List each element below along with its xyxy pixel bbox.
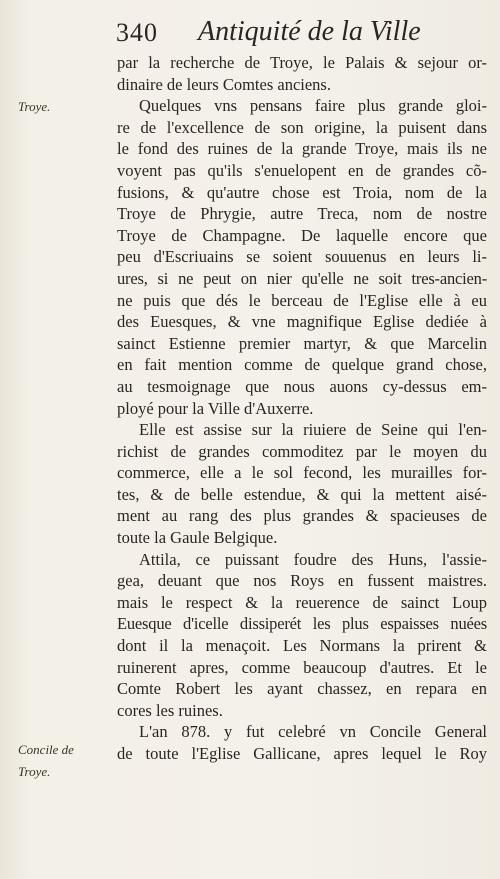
text-line: Elle est assise sur la riuiere de Seine qui l'en-: [139, 420, 487, 440]
text-line: des Euesques, & vne magnifique Eglise dediée à: [117, 312, 487, 332]
text-line: mais le respect & la reuerence de sainct Loup: [117, 592, 487, 612]
text-line: ne puis que dés le berceau de l'Eglise elle à eu: [117, 290, 487, 310]
text-line: dont il la menaçoit. Les Normans la prirent &: [117, 636, 487, 656]
text-line: richist de grandes commoditez par le moyen du: [117, 441, 487, 461]
text-line: par la recherche de Troye, le Palais & sejour or-: [117, 53, 487, 72]
text-line: en fait mention comme de quelque grand chose,: [117, 355, 487, 375]
text-line: tes, & de belle estendue, & qui la mettent aisé-: [117, 484, 487, 504]
text-line: cores les ruines.: [117, 700, 223, 720]
margin-note-concile-line-2: Troye.: [18, 764, 51, 779]
text-line: commerce, elle a le sol fecond, les murailles for-: [117, 463, 487, 483]
text-line: ruinerent apres, comme beaucoup d'autres. Et le: [117, 657, 487, 677]
page-header: [100, 14, 460, 54]
text-line: voyent pas qu'ils s'enuelopent en de grandes cõ-: [117, 160, 487, 180]
text-line: le fond des ruines de la grande Troye, mais ils ne: [117, 139, 487, 159]
text-line: dinaire de leurs Comtes anciens.: [117, 74, 331, 94]
margin-note-concile-line-1: Concile de: [18, 742, 74, 757]
margin-note-concile: [18, 739, 74, 783]
text-line: toute la Gaule Belgique.: [117, 528, 278, 548]
margin-note-troye: Troye.: [18, 99, 51, 114]
body-text: [117, 52, 487, 765]
text-line: ment au rang des plus grandes & spacieuses de: [117, 506, 487, 526]
text-line: Quelques vns pensans faire plus grande gloi-: [139, 96, 487, 116]
text-line: Comte Robert les ayant chassez, en repara en: [117, 679, 487, 699]
page-number: 340: [116, 18, 158, 47]
text-line: Euesque d'icelle dissiperét les plus espaisses nuées: [117, 614, 487, 634]
text-line: ures, si ne peut on nier qu'elle ne soit tres-ancien-: [117, 268, 487, 288]
text-line: Troye de Champagne. De laquelle encore que: [117, 225, 487, 245]
text-line: sainct Estienne premier martyr, & que Marcelin: [117, 333, 487, 353]
text-line: Troye de Phrygie, autre Treca, nom de nostre: [117, 204, 487, 224]
text-line: de toute l'Eglise Gallicane, apres lequel le Roy: [117, 744, 487, 763]
text-line: au tesmoignage que nous auons cy-dessus em-: [117, 376, 487, 396]
text-line: Attila, ce puissant foudre des Huns, l'assie-: [139, 549, 487, 569]
text-line: L'an 878. y fut celebré vn Concile General: [139, 722, 487, 742]
text-line: re de l'excellence de son origine, la puisent dans: [117, 117, 487, 137]
running-title: Antiquité de la Ville: [198, 16, 421, 47]
text-line: gea, deuant que nos Roys en fussent maistres.: [117, 571, 487, 591]
text-line: peu d'Escriuains se soient souuenus en leurs li-: [117, 247, 487, 267]
text-line: ployé pour la Ville d'Auxerre.: [117, 398, 314, 418]
text-line: fusions, & qu'autre chose est Troia, nom de la: [117, 182, 487, 202]
